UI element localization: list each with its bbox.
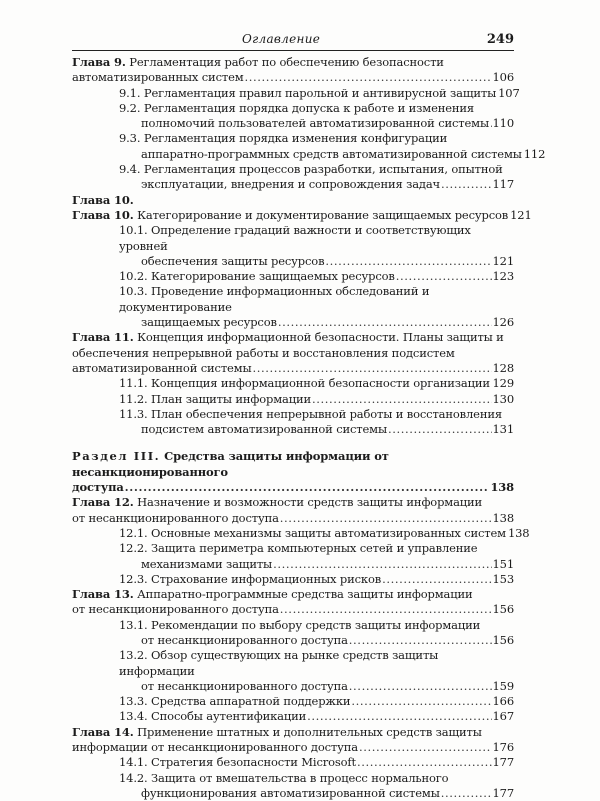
toc-entry-text: 10.3. Проведение информационных обследований и документирование <box>119 284 430 314</box>
toc-entry-text: Средства защиты информации от несанкционированного <box>72 449 389 479</box>
toc-entry-text: от несанкционированного доступа <box>141 678 348 693</box>
toc-entry-last-text <box>119 709 306 724</box>
toc-entry[interactable] <box>72 755 514 770</box>
toc-entry-last-text <box>141 116 489 131</box>
toc-entry-title <box>119 284 514 315</box>
toc-entry[interactable] <box>72 648 514 694</box>
toc-entry-text: 13.4. Способы аутентификации <box>119 709 307 724</box>
toc-entry-text: 11.3. План обеспечения непрерывной работы и восстановления <box>119 406 502 421</box>
toc-entry[interactable] <box>72 709 514 724</box>
toc-entry-title <box>119 541 514 556</box>
toc-entry-text: от несанкционированного доступа <box>72 510 279 525</box>
toc-page-number: 117 <box>492 177 514 192</box>
toc-entry[interactable] <box>72 223 514 269</box>
toc-entry[interactable] <box>72 725 514 756</box>
toc-entry-text: 9.2. Регламентация порядка допуска к работе и изменения <box>119 100 475 115</box>
toc-entry-line <box>119 709 514 724</box>
toc-entry-title <box>119 162 514 177</box>
toc-entry[interactable] <box>72 525 530 541</box>
toc-entry-last-text <box>141 315 277 330</box>
toc-entry-title <box>119 131 514 146</box>
toc-entry-last-text <box>141 177 440 192</box>
toc-entry-title <box>119 648 514 679</box>
toc-entry-text: 9.3. Регламентация порядка изменения конфигурации <box>119 131 448 146</box>
toc-entry-label: Раздел III. <box>72 449 161 464</box>
toc-entry-last-text <box>119 86 496 101</box>
dot-leader <box>382 572 491 587</box>
dot-leader <box>273 557 491 572</box>
toc-entry-text: от несанкционированного доступа <box>72 602 279 617</box>
dot-leader <box>245 70 492 85</box>
toc-entry-last-text <box>72 361 251 376</box>
toc-entry-text: 12.1. Основные механизмы защиты автоматизированных систем <box>119 525 506 540</box>
dot-leader <box>396 269 492 284</box>
toc-entry-label: Глава 14. <box>72 724 134 739</box>
toc-page-number: 131 <box>492 422 514 437</box>
toc-entry-text: Регламентация работ по обеспечению безопасности <box>125 55 444 69</box>
toc-entry-last-text <box>119 755 356 770</box>
toc-entry-text: Категорирование и документирование защищаемых ресурсов <box>133 207 509 222</box>
toc-entry-text: аппаратно-программных средств автоматизированной системы <box>141 146 522 161</box>
toc-entry-text: эксплуатации, внедрения и сопровождения задач <box>141 177 441 192</box>
toc-entry-text: 11.1. Концепция информационной безопасности организации <box>119 376 490 391</box>
toc-entry-text: 9.4. Регламентация процессов разработки, испытания, опытной <box>119 162 503 177</box>
toc-entry-last-text <box>141 679 348 694</box>
toc-entry-label: Глава 13. <box>72 587 134 602</box>
dot-leader <box>357 755 492 770</box>
dot-leader <box>441 177 491 192</box>
toc-entry-line <box>72 361 514 376</box>
toc-page-number: 159 <box>492 678 514 693</box>
toc-entry-text: информации от несанкционированного доступа <box>72 740 358 755</box>
toc-entry[interactable] <box>72 495 514 526</box>
toc-entry-line <box>119 177 514 192</box>
toc-page-number: 176 <box>492 740 514 755</box>
toc-entry-text: доступа <box>72 480 124 495</box>
toc-page-number: 138 <box>492 510 514 525</box>
toc-entry-title <box>72 193 514 208</box>
toc-entry-last-text <box>119 269 395 284</box>
toc-entry[interactable] <box>72 330 514 376</box>
toc-page-number: 107 <box>498 85 520 100</box>
toc-entry-text: 13.1. Рекомендации по выбору средств защиты информации <box>119 617 481 632</box>
toc-page-number: 156 <box>492 632 514 647</box>
toc-entry-line <box>119 786 514 801</box>
toc-entry-text: 12.2. Защита периметра компьютерных сетей и управление <box>119 541 478 556</box>
toc-entry-last-text <box>119 526 506 541</box>
toc-entry-title <box>72 449 514 480</box>
dot-leader <box>280 511 492 526</box>
toc-entry[interactable] <box>72 376 514 391</box>
toc-page-number: 151 <box>492 556 514 571</box>
toc-entry-line <box>119 85 520 101</box>
dot-leader <box>325 254 491 269</box>
toc-entry-label: Глава 10. <box>72 207 134 222</box>
toc-page-number: 153 <box>492 571 514 586</box>
toc-entry-text: 13.3. Средства аппаратной поддержки <box>119 694 351 709</box>
toc-entry-line <box>72 207 532 223</box>
toc-entry-line <box>119 116 514 131</box>
toc-entry-text: полномочий пользователей автоматизированной системы <box>141 116 489 131</box>
toc-entry-last-text <box>72 511 279 526</box>
toc-entry-last-text <box>141 633 348 648</box>
toc-entry-text: 10.1. Определение градаций важности и соответствующих уровней <box>119 223 471 253</box>
toc-entry-text: функционирования автоматизированной системы <box>141 785 440 800</box>
toc-entry-line <box>119 269 514 284</box>
toc-page-number: 121 <box>492 253 514 268</box>
toc-entry-text: защищаемых ресурсов <box>141 315 277 330</box>
toc-entry-label: Глава 11. <box>72 330 134 345</box>
dot-leader <box>307 709 491 724</box>
toc-entry[interactable] <box>72 618 514 649</box>
toc-page-number: 166 <box>492 694 514 709</box>
toc-entry[interactable] <box>72 694 514 709</box>
toc-page-number: 128 <box>492 360 514 375</box>
toc-entry[interactable] <box>72 192 532 224</box>
toc-page-number: 177 <box>492 785 514 800</box>
toc-entry-text: от несанкционированного доступа <box>141 632 348 647</box>
dot-leader <box>312 392 491 407</box>
toc-page-number: 110 <box>492 116 514 131</box>
toc-entry-line <box>119 146 546 162</box>
toc-entry-last-text <box>141 254 324 269</box>
toc-entry-text: автоматизированных систем <box>72 70 244 85</box>
toc-page-number: 138 <box>507 525 530 540</box>
toc-entry[interactable] <box>72 572 514 587</box>
toc-entry-text: 14.1. Стратегия безопасности Microsoft <box>119 755 356 770</box>
toc-entry-text: 9.1. Регламентация правил парольной и антивирусной защиты <box>119 85 497 100</box>
toc-page-number: 123 <box>492 269 514 284</box>
toc-entry-line <box>119 572 514 587</box>
toc-entry-text: Применение штатных и дополнительных средств защиты <box>133 724 482 739</box>
dot-leader <box>351 694 491 709</box>
dot-leader <box>280 602 492 617</box>
dot-leader <box>278 315 492 330</box>
toc-entry-label: Глава 10. <box>72 192 134 207</box>
toc-entry-text: обеспечения защиты ресурсов <box>141 253 325 268</box>
toc-entry-line <box>119 392 514 407</box>
toc-entry-title <box>119 771 514 786</box>
toc-page-number: 138 <box>490 480 514 495</box>
dot-leader <box>349 633 492 648</box>
toc-entry-last-text <box>119 392 311 407</box>
toc-page-number: 177 <box>492 755 514 770</box>
toc-entry-title <box>72 587 514 602</box>
toc-entry[interactable] <box>72 85 520 101</box>
toc-entry-last-text <box>119 572 381 587</box>
toc-entry-title <box>72 330 514 361</box>
toc-entry-title <box>72 55 514 70</box>
toc-page-number: 129 <box>492 376 514 391</box>
toc-entry-line <box>72 70 514 85</box>
toc-entry-title <box>119 618 514 633</box>
toc-entry-text: подсистем автоматизированной системы <box>141 422 387 437</box>
running-header <box>72 30 514 51</box>
dot-leader <box>252 361 491 376</box>
toc-entry-line <box>119 679 514 694</box>
table-of-contents <box>72 55 546 801</box>
toc-entry[interactable] <box>72 55 514 86</box>
toc-entry-last-text <box>119 376 490 391</box>
toc-entry-label: Глава 12. <box>72 495 134 510</box>
dot-leader <box>349 679 492 694</box>
dot-leader <box>388 422 492 437</box>
dot-leader <box>490 116 492 131</box>
toc-entry-last-text <box>141 786 440 801</box>
toc-entry-line <box>119 254 514 269</box>
toc-entry-last-text <box>72 70 244 85</box>
toc-entry-title <box>119 223 514 254</box>
toc-entry[interactable] <box>72 392 514 407</box>
toc-entry-title <box>72 725 514 740</box>
toc-entry-text: механизмами защиты <box>141 556 273 571</box>
toc-entry-last-text <box>141 422 387 437</box>
toc-page-number: 106 <box>492 70 514 85</box>
toc-entry[interactable] <box>72 131 546 162</box>
toc-entry-text: 12.3. Страхование информационных рисков <box>119 571 382 586</box>
toc-entry-last-text <box>141 147 522 162</box>
toc-entry[interactable] <box>72 771 514 801</box>
header-title: Оглавление <box>242 32 321 46</box>
toc-page-number: 130 <box>492 391 514 406</box>
toc-entry[interactable] <box>72 587 514 618</box>
toc-entry-line <box>72 602 514 617</box>
toc-entry-line <box>119 525 530 541</box>
toc-entry-line <box>72 511 514 526</box>
toc-page-number: 126 <box>492 315 514 330</box>
toc-entry[interactable] <box>72 449 514 495</box>
toc-entry[interactable] <box>72 269 514 284</box>
toc-entry-last-text <box>119 694 350 709</box>
toc-entry[interactable] <box>72 101 514 132</box>
dot-leader <box>491 376 492 391</box>
toc-entry-text: 10.2. Категорирование защищаемых ресурсов <box>119 269 395 284</box>
dot-leader <box>125 480 490 495</box>
toc-entry-text: 11.2. План защиты информации <box>119 391 312 406</box>
toc-entry-line <box>119 633 514 648</box>
toc-entry[interactable] <box>72 541 514 572</box>
toc-page-number: 156 <box>492 602 514 617</box>
toc-entry-line <box>119 376 514 391</box>
toc-entry-line <box>119 422 514 437</box>
toc-entry-line <box>119 755 514 770</box>
toc-entry-line <box>119 557 514 572</box>
toc-entry-text: Назначение и возможности средств защиты информации <box>133 495 483 510</box>
toc-entry-last-text <box>72 480 124 495</box>
toc-page-number: 112 <box>523 146 546 161</box>
toc-entry-text: Аппаратно-программные средства защиты информации <box>133 587 473 602</box>
toc-entry-last-text <box>72 208 508 223</box>
toc-page-number: 121 <box>510 207 532 222</box>
toc-page-number: 167 <box>492 709 514 724</box>
toc-entry-title <box>119 407 514 422</box>
toc-entry-last-text <box>141 557 272 572</box>
page-number: 249 <box>486 32 514 47</box>
dot-leader <box>359 740 492 755</box>
toc-entry-line <box>72 740 514 755</box>
toc-entry-title <box>72 495 514 510</box>
toc-entry[interactable] <box>72 284 514 330</box>
toc-entry-last-text <box>72 602 279 617</box>
toc-entry-text: автоматизированной системы <box>72 360 252 375</box>
toc-entry[interactable] <box>72 162 514 193</box>
dot-leader <box>441 786 492 801</box>
toc-entry-line <box>119 315 514 330</box>
toc-entry-label: Глава 9. <box>72 55 126 69</box>
toc-entry-title <box>119 101 514 116</box>
toc-entry-last-text <box>72 740 358 755</box>
toc-entry-line <box>119 694 514 709</box>
toc-entry-text: 14.2. Защита от вмешательства в процесс нормального <box>119 770 449 785</box>
toc-entry[interactable] <box>72 407 514 438</box>
toc-entry-line <box>72 480 514 495</box>
toc-entry-text: 13.2. Обзор существующих на рынке средств защиты информации <box>119 648 439 678</box>
toc-entry-text: Концепция информационной безопасности. Планы защиты и обеспечения непрерывной работы и восстановления подсистем <box>72 330 504 360</box>
